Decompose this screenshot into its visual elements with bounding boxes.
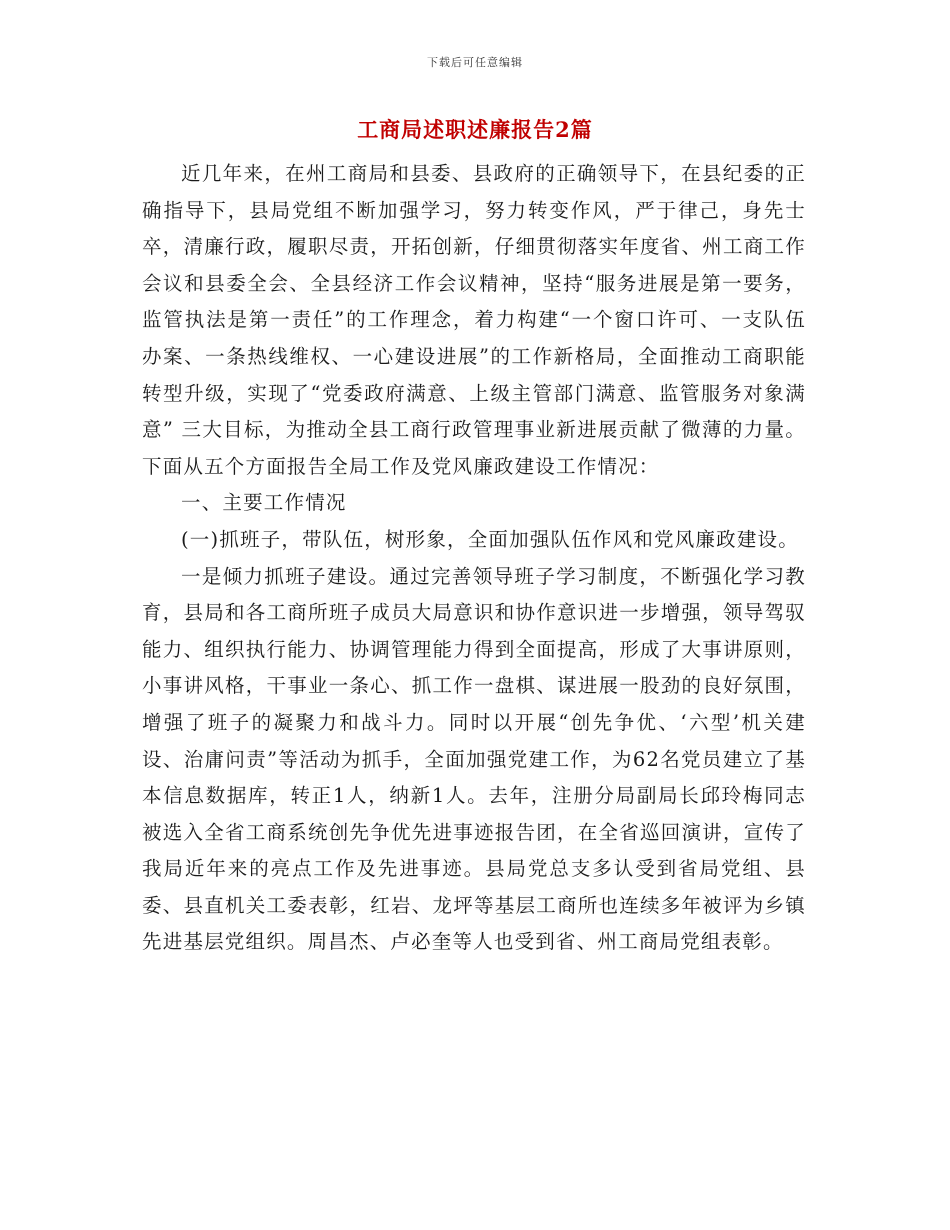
subsection-heading: (一)抓班子，带队伍，树形象，全面加强队伍作风和党风廉政建设。 (181, 527, 799, 551)
paragraph-intro: 近几年来，在州工商局和县委、县政府的正确领导下，在县纪委的正确指导下，县局党组不断加强学习，努力转变作风，严于律己，身先士卒，清廉行政，履职尽责，开拓创新，仔细贯彻落实年度省、州工商工作会议和县委全会、全县经济工作会议精神，坚持“服务进展是第一要务，监管执法是第一责任”的工作理念，着力构建“一个窗口许可、一支队伍办案、一条热线维权、一心建设进展”的工作新格局，全面推动工商职能转型升级，实现了“党委政府满意、上级主管部门满意、监管服务对象满意” 三大目标，为推动全县工商行政管理事业新进展贡献了微薄的力量。下面从五个方面报告全局工作及党风廉政建设工作情况： (142, 162, 806, 478)
document-title: 工商局述职述廉报告2篇 (357, 117, 593, 142)
header-note: 下载后可任意编辑 (427, 56, 523, 69)
section-heading: 一、主要工作情况 (181, 491, 347, 515)
paragraph-team-building: 一是倾力抓班子建设。通过完善领导班子学习制度，不断强化学习教育，县局和各工商所班子成员大局意识和协作意识进一步增强，领导驾驭能力、组织执行能力、协调管理能力得到全面提高，形成了大事讲原则，小事讲风格，干事业一条心、抓工作一盘棋、谋进展一股劲的良好氛围，增强了班子的凝聚力和战斗力。同时以开展“创先争优、‘六型’机关建设、治庸问责”等活动为抓手，全面加强党建工作，为62名党员建立了基本信息数据库，转正1人，纳新1人。去年，注册分局副局长邱玲梅同志被选入全省工商系统创先争优先进事迹报告团，在全省巡回演讲，宣传了我局近年来的亮点工作及先进事迹。县局党总支多认受到省局党组、县委、县直机关工委表彰，红岩、龙坪等基层工商所也连续多年被评为乡镇先进基层党组织。周昌杰、卢必奎等人也受到省、州工商局党组表彰。 (142, 564, 806, 954)
document-body (142, 156, 806, 961)
